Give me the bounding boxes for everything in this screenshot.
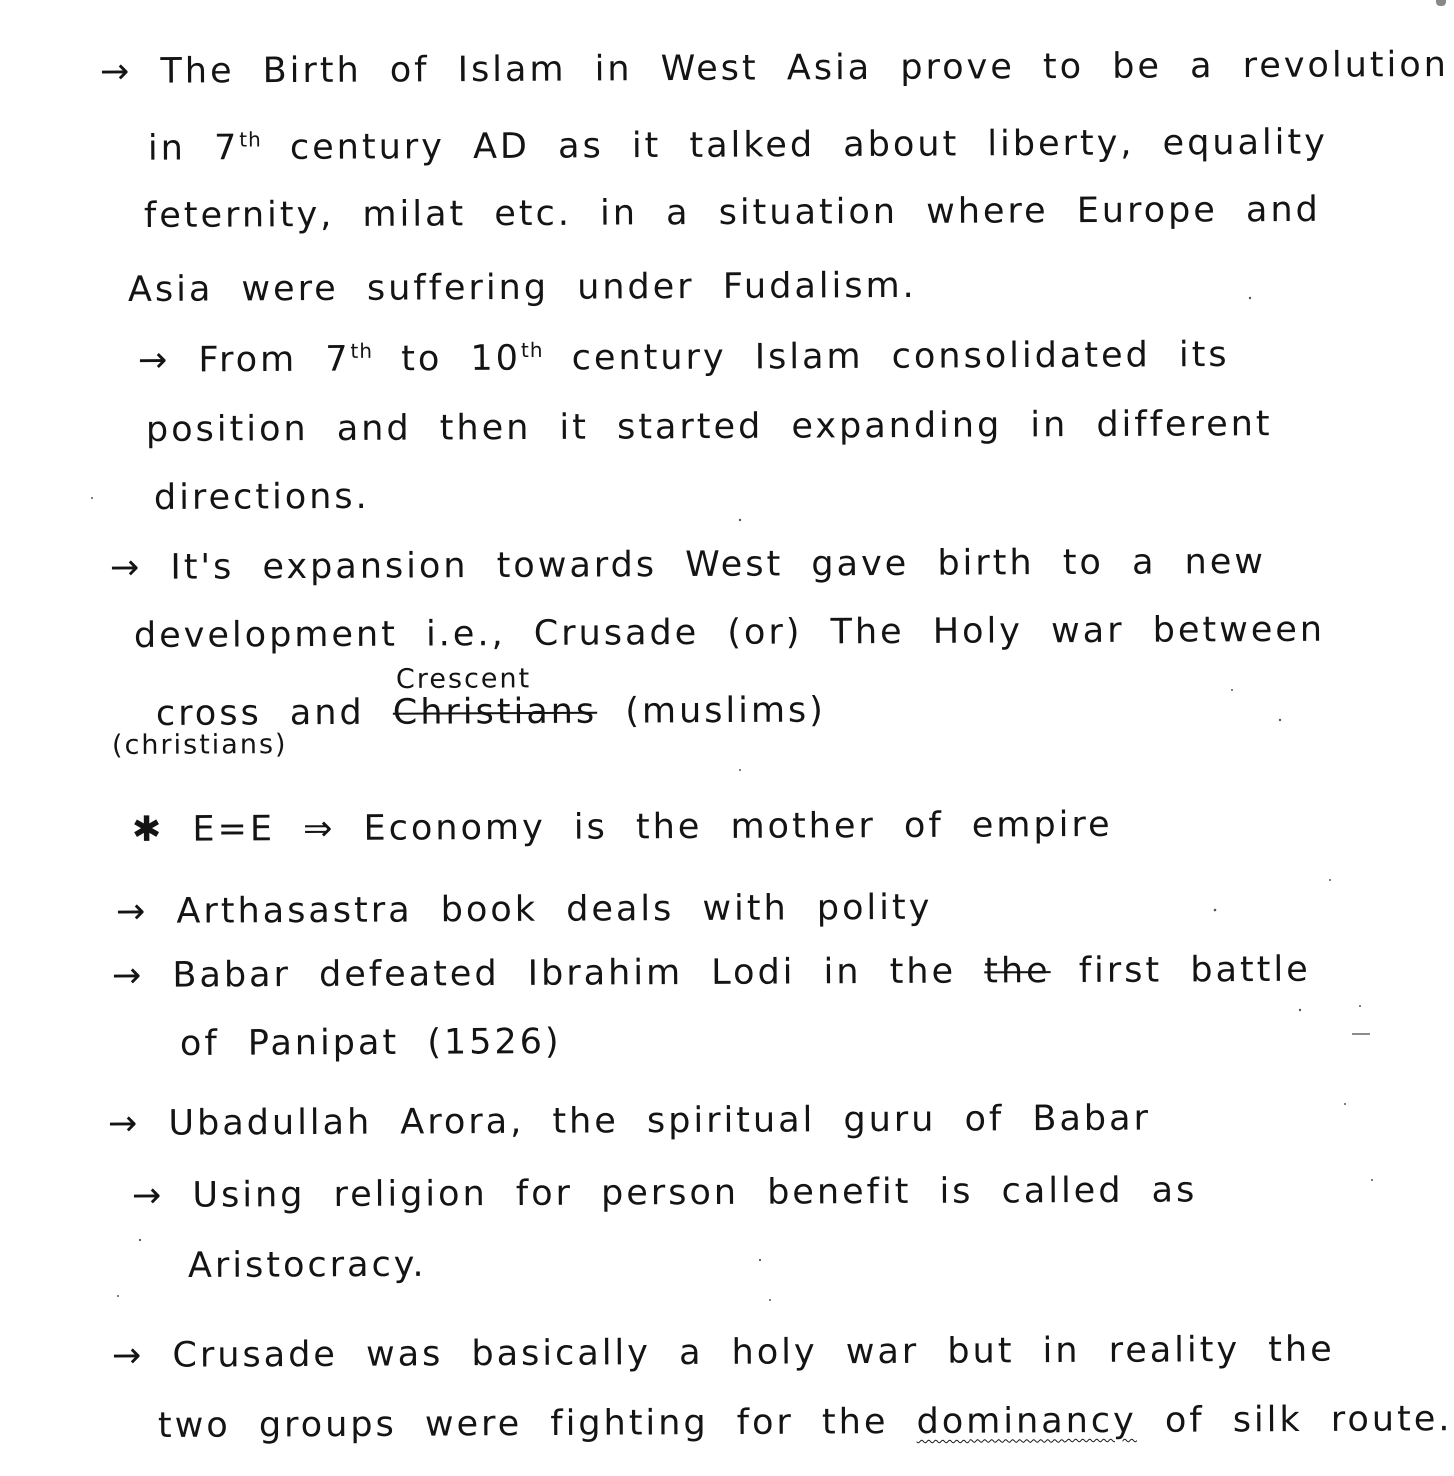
note-line-9: development i.e., Crusade (or) The Holy war between bbox=[133, 609, 1326, 656]
note-insert-crescent: Crescent bbox=[395, 663, 532, 695]
note-line-13: → Arthasastra book deals with polity bbox=[115, 887, 933, 932]
note-line-10 bbox=[156, 690, 826, 734]
note-line-3: feternity, milat etc. in a situation where Europe and bbox=[143, 189, 1321, 236]
note-text: → Babar defeated Ibrahim Lodi in the bbox=[111, 951, 985, 996]
underlined-word: dominancy bbox=[916, 1400, 1137, 1443]
note-text: of silk route. bbox=[1136, 1399, 1453, 1441]
note-line-14 bbox=[112, 950, 1311, 996]
note-line-19: → Crusade was basically a holy war but in reality the bbox=[111, 1329, 1335, 1376]
note-text: cross and bbox=[155, 692, 393, 734]
note-line-7: directions. bbox=[153, 476, 370, 518]
superscript: th bbox=[239, 127, 262, 152]
note-text: two groups were fighting for the bbox=[157, 1402, 917, 1446]
struck-word: the bbox=[984, 951, 1051, 992]
note-line-11: (christians) bbox=[111, 729, 288, 761]
note-line-6: position and then it started expanding in different bbox=[145, 404, 1273, 450]
page-edge-mark bbox=[1436, 0, 1446, 6]
superscript: th bbox=[520, 337, 544, 362]
note-line-8: → It's expansion towards West gave birth to a new bbox=[109, 541, 1267, 588]
note-line-1: → The Birth of Islam in West Asia prove to be a revolution bbox=[99, 44, 1449, 92]
struck-word: Christians bbox=[392, 691, 598, 733]
note-text: (muslims) bbox=[597, 690, 826, 732]
note-text: to 10 bbox=[372, 338, 522, 380]
note-text: in 7 bbox=[147, 128, 240, 169]
note-line-17: → Using religion for person benefit is called as bbox=[131, 1170, 1198, 1216]
note-text: first battle bbox=[1050, 949, 1311, 992]
note-line-18: Aristocracy. bbox=[187, 1244, 427, 1286]
note-line-5 bbox=[138, 334, 1230, 380]
note-line-20 bbox=[158, 1399, 1453, 1446]
note-text: century AD as it talked about liberty, equality bbox=[261, 122, 1328, 169]
note-line-12: ✱ E=E ⇒ Economy is the mother of empire bbox=[131, 804, 1113, 850]
note-line-4: Asia were suffering under Fudalism. bbox=[127, 265, 917, 310]
superscript: th bbox=[350, 338, 374, 363]
note-text: → From 7 bbox=[137, 339, 351, 381]
note-line-16: → Ubadullah Arora, the spiritual guru of Babar bbox=[107, 1098, 1152, 1144]
note-line-15: of Panipat (1526) bbox=[179, 1022, 562, 1064]
note-text: century Islam consolidated its bbox=[543, 334, 1230, 379]
note-line-2 bbox=[148, 122, 1328, 169]
